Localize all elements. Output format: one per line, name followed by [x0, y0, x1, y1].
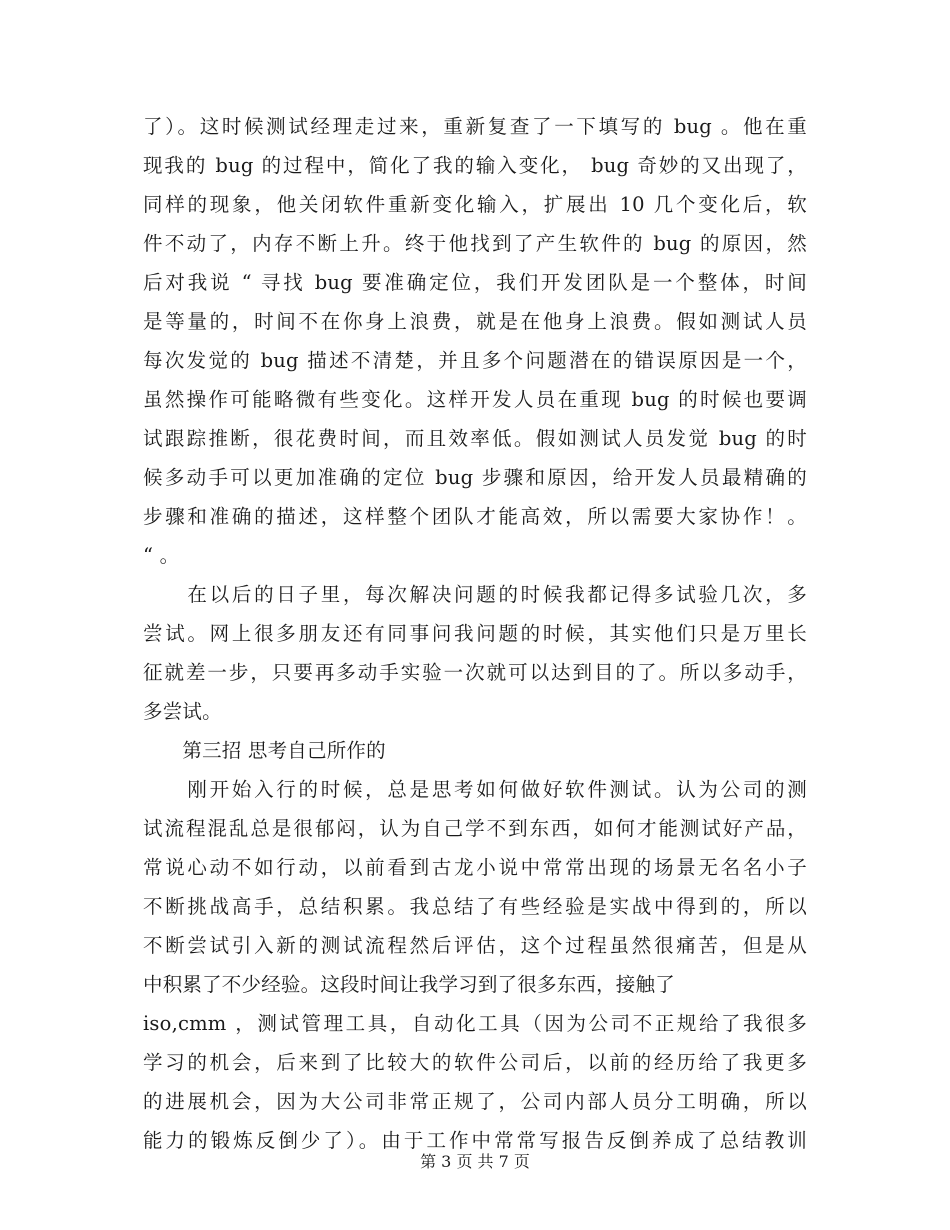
text-line: 每次发觉的 bug 描述不清楚，并且多个问题潜在的错误原因是一个，	[143, 349, 807, 372]
text-line: 中积累了不少经验。这段时间让我学习到了很多东西，接触了	[143, 973, 675, 996]
text-line: 征就差一步，只要再多动手实验一次就可以达到目的了。所以多动手，	[143, 661, 807, 684]
text-line: 常说心动不如行动，以前看到古龙小说中常常出现的场景无名名小子	[143, 856, 807, 879]
page-number-footer: 第 3 页 共 7 页	[420, 1152, 530, 1171]
text-line: 多尝试。	[143, 700, 222, 723]
text-line: 的进展机会，因为大公司非常正规了，公司内部人员分工明确，所以	[143, 1090, 807, 1113]
document-body	[143, 107, 807, 1160]
text-line: 试流程混乱总是很郁闷，认为自己学不到东西，如何才能测试好产品，	[143, 817, 807, 840]
text-line: 虽然操作可能略微有些变化。这样开发人员在重现 bug 的时候也要调	[143, 388, 807, 411]
text-line: 尝试。网上很多朋友还有同事问我问题的时候，其实他们只是万里长	[143, 622, 807, 645]
text-line: “ 。	[143, 544, 180, 567]
text-line: 现我的 bug 的过程中，简化了我的输入变化， bug 奇妙的又出现了，	[143, 154, 807, 177]
text-line: 件不动了，内存不断上升。终于他找到了产生软件的 bug 的原因，然	[143, 232, 807, 255]
text-line: 试跟踪推断，很花费时间，而且效率低。假如测试人员发觉 bug 的时	[143, 427, 807, 450]
text-line: iso,cmm ，测试管理工具，自动化工具（因为公司不正规给了我很多	[143, 1012, 807, 1035]
text-line: 候多动手可以更加准确的定位 bug 步骤和原因，给开发人员最精确的	[143, 466, 807, 489]
text-line: 步骤和准确的描述，这样整个团队才能高效，所以需要大家协作！。	[143, 505, 807, 528]
text-line: 学习的机会，后来到了比较大的软件公司后，以前的经历给了我更多	[143, 1051, 807, 1074]
text-line: 是等量的，时间不在你身上浪费，就是在他身上浪费。假如测试人员	[143, 310, 807, 333]
text-line: 不断尝试引入新的测试流程然后评估，这个过程虽然很痛苦，但是从	[143, 934, 807, 957]
text-line: 刚开始入行的时候，总是思考如何做好软件测试。认为公司的测	[143, 778, 807, 801]
section-heading: 第三招 思考自己所作的	[143, 739, 386, 762]
text-line: 在以后的日子里，每次解决问题的时候我都记得多试验几次，多	[143, 583, 807, 606]
text-line: 了）。这时候测试经理走过来，重新复查了一下填写的 bug 。他在重	[143, 115, 807, 138]
text-line: 后对我说 “ 寻找 bug 要准确定位，我们开发团队是一个整体，时间	[143, 271, 807, 294]
text-line: 能力的锻炼反倒少了）。由于工作中常常写报告反倒养成了总结教训	[143, 1129, 807, 1152]
text-line: 同样的现象，他关闭软件重新变化输入，扩展出 10 几个变化后，软	[143, 193, 807, 216]
text-line: 不断挑战高手，总结积累。我总结了有些经验是实战中得到的，所以	[143, 895, 807, 918]
